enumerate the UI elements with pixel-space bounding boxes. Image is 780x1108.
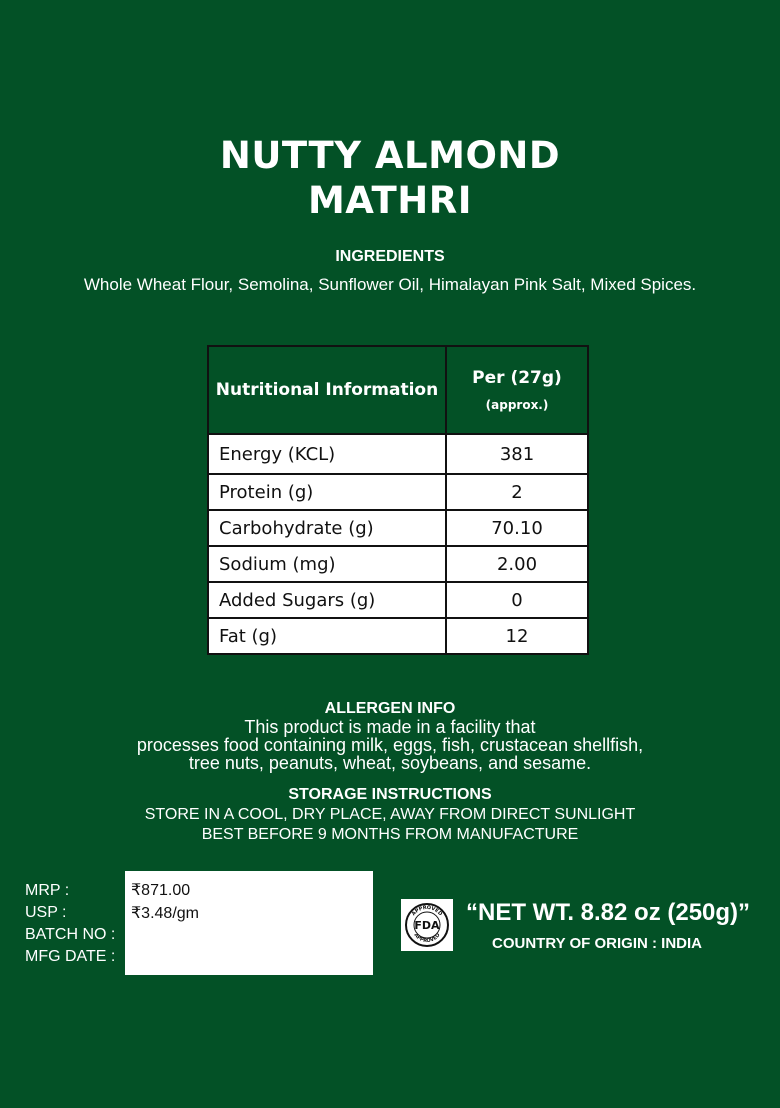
storage-heading: STORAGE INSTRUCTIONS	[288, 786, 492, 803]
table-row	[208, 546, 588, 582]
country-of-origin: COUNTRY OF ORIGIN : INDIA	[492, 935, 702, 952]
table-row	[208, 510, 588, 546]
nutrient-label: Energy (KCL)	[208, 434, 446, 474]
table-row	[208, 582, 588, 618]
nutrition-header-label: Nutritional Information	[208, 346, 446, 434]
svg-text:FDA: FDA	[414, 919, 440, 932]
batch-label: BATCH NO :	[25, 926, 116, 943]
nutrient-value: 381	[446, 434, 588, 474]
per-serving-label: Per (27g)	[472, 368, 562, 388]
nutrient-label: Fat (g)	[208, 618, 446, 654]
allergen-heading: ALLERGEN INFO	[324, 700, 456, 717]
nutrient-label: Protein (g)	[208, 474, 446, 510]
fda-approved-icon	[404, 902, 450, 948]
mrp-label: MRP :	[25, 882, 70, 899]
storage-line: BEST BEFORE 9 MONTHS FROM MANUFACTURE	[201, 826, 579, 843]
nutrition-table	[207, 345, 589, 655]
ingredients-heading: INGREDIENTS	[335, 248, 445, 265]
svg-text:APPROVED: APPROVED	[412, 932, 442, 945]
fda-approved-badge	[401, 899, 453, 951]
nutrient-value: 70.10	[446, 510, 588, 546]
net-weight: “NET WT. 8.82 oz (250g)”	[466, 899, 751, 926]
nutrition-header-per	[446, 346, 588, 434]
nutrient-value: 2	[446, 474, 588, 510]
storage-line: STORE IN A COOL, DRY PLACE, AWAY FROM DIRECT SUNLIGHT	[144, 806, 636, 823]
product-title-line2: MATHRI	[307, 179, 473, 222]
svg-text:APPROVED: APPROVED	[410, 904, 444, 918]
allergen-line: This product is made in a facility that	[244, 717, 536, 737]
nutrient-value: 2.00	[446, 546, 588, 582]
nutrient-label: Sodium (mg)	[208, 546, 446, 582]
nutrition-header-row	[208, 346, 588, 434]
allergen-section	[0, 700, 780, 772]
table-row	[208, 618, 588, 654]
pricing-labels	[25, 880, 115, 968]
approx-label: (approx.)	[485, 398, 549, 412]
allergen-line: processes food containing milk, eggs, fish, crustacean shellfish,	[136, 735, 644, 755]
table-row	[208, 474, 588, 510]
mrp-value: ₹871.00	[131, 882, 191, 899]
table-row	[208, 434, 588, 474]
nutrient-label: Added Sugars (g)	[208, 582, 446, 618]
product-title-line1: NUTTY ALMOND	[219, 134, 561, 177]
nutrient-value: 0	[446, 582, 588, 618]
ingredients-text: Whole Wheat Flour, Semolina, Sunflower Oil, Himalayan Pink Salt, Mixed Spices.	[83, 275, 697, 294]
allergen-line: tree nuts, peanuts, wheat, soybeans, and sesame.	[188, 753, 592, 773]
usp-label: USP :	[25, 904, 67, 921]
nutrient-value: 12	[446, 618, 588, 654]
product-title	[0, 133, 780, 223]
usp-value: ₹3.48/gm	[131, 905, 199, 922]
mfg-date-label: MFG DATE :	[25, 948, 116, 965]
pricing-box	[125, 871, 373, 975]
nutrient-label: Carbohydrate (g)	[208, 510, 446, 546]
storage-section	[0, 785, 780, 845]
